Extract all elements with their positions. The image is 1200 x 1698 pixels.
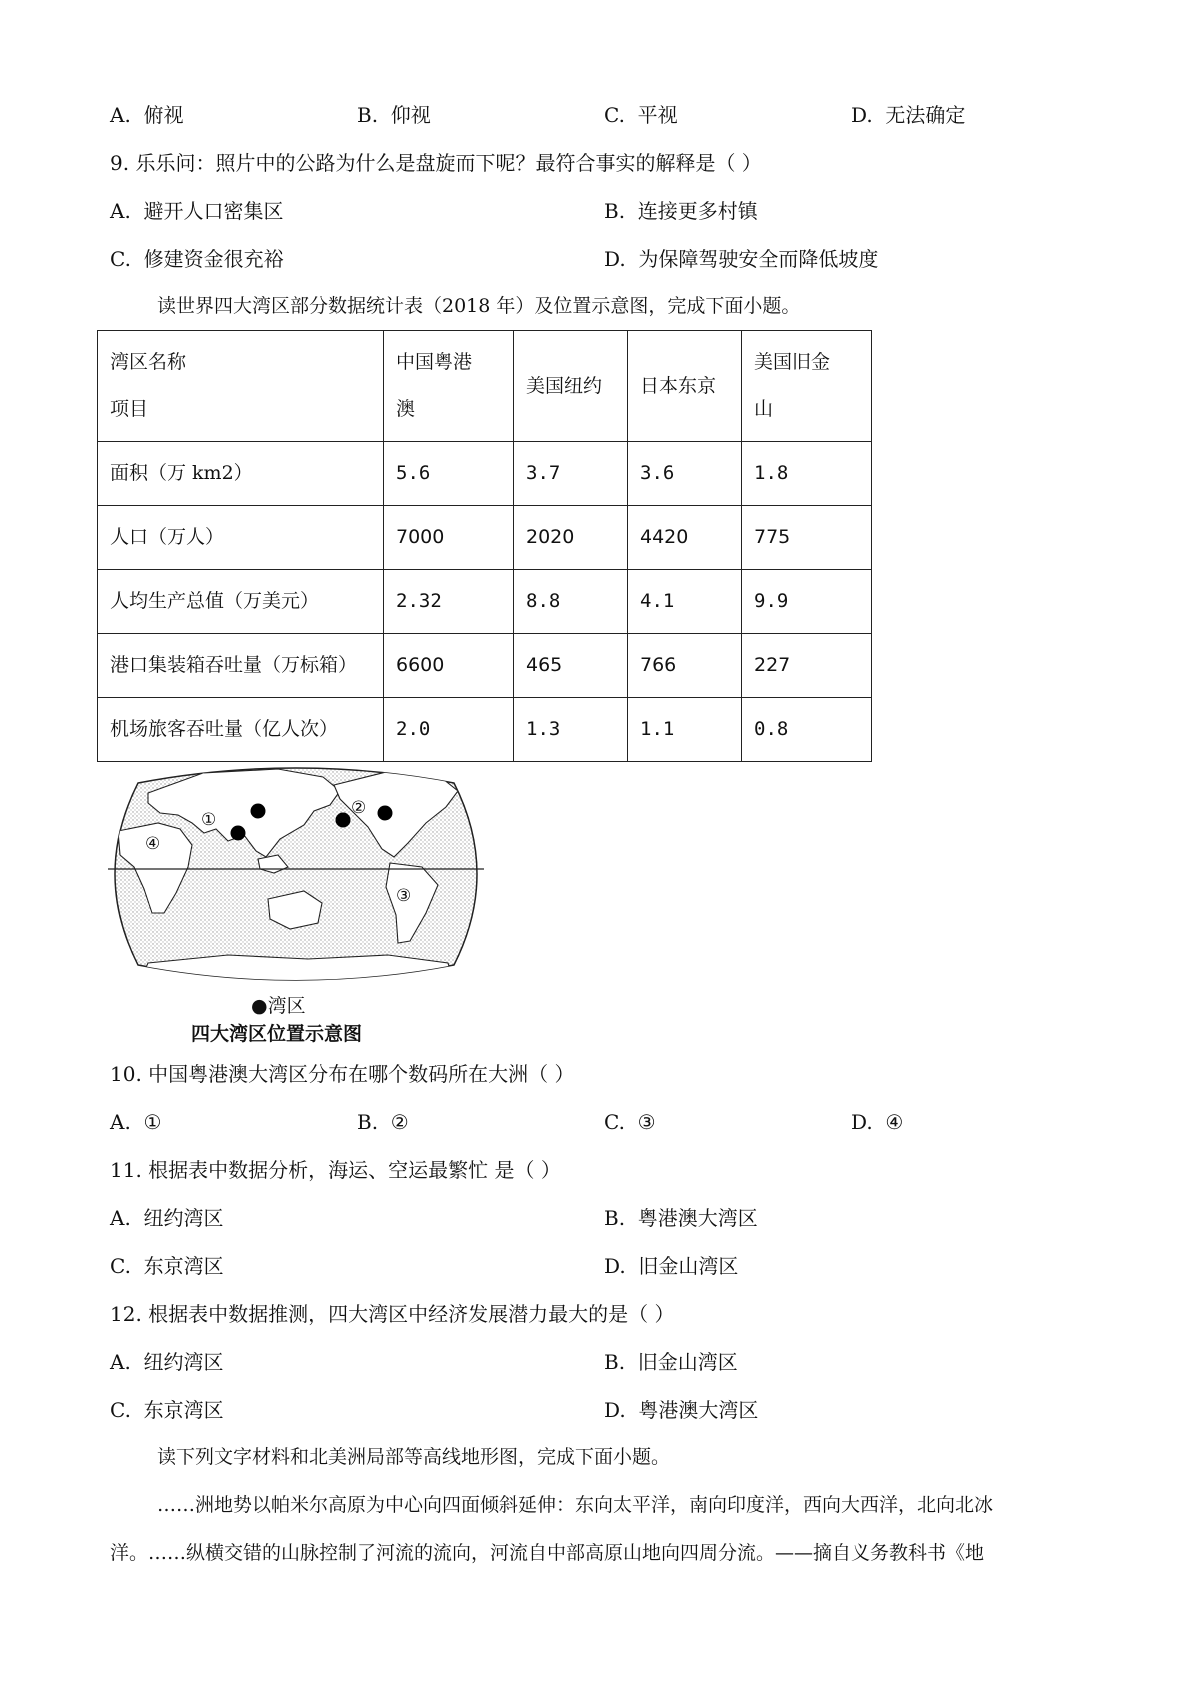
table-header-row <box>98 331 872 442</box>
q10-option-c: C. ③ <box>604 1110 656 1134</box>
table-cell: 775 <box>742 506 872 570</box>
map-label-3: ③ <box>396 886 412 906</box>
table-cell: 1.1 <box>628 698 742 762</box>
table-cell: 1.8 <box>742 442 872 506</box>
q11-option-b: B. 粤港澳大湾区 <box>604 1206 758 1230</box>
q12-option-a: A. 纽约湾区 <box>110 1350 224 1374</box>
row-label: 港口集装箱吞吐量（万标箱） <box>98 634 384 698</box>
q12-stem: 12. 根据表中数据推测，四大湾区中经济发展潜力最大的是（ ） <box>110 1302 675 1326</box>
passage-line-1: ……洲地势以帕米尔高原为中心向四面倾斜延伸：东向太平洋，南向印度洋，西向大西洋，北向北冰 <box>157 1494 994 1516</box>
table-cell: 8.8 <box>514 570 628 634</box>
table-cell: 5.6 <box>384 442 514 506</box>
q8-option-d: D. 无法确定 <box>851 103 966 127</box>
q8-option-b: B. 仰视 <box>357 103 431 127</box>
map-legend: ●湾区 <box>251 995 306 1017</box>
table-cell: 7000 <box>384 506 514 570</box>
table-corner-cell: 湾区名称 项目 <box>98 331 384 442</box>
table-row <box>98 442 872 506</box>
q12-option-b: B. 旧金山湾区 <box>604 1350 738 1374</box>
q11-option-a: A. 纽约湾区 <box>110 1206 224 1230</box>
q8-option-a: A. 俯视 <box>110 103 184 127</box>
map-label-1: ① <box>201 810 217 830</box>
table-row <box>98 634 872 698</box>
table-cell: 6600 <box>384 634 514 698</box>
column-header: 日本东京 <box>628 331 742 442</box>
table-cell: 3.7 <box>514 442 628 506</box>
table-cell: 9.9 <box>742 570 872 634</box>
row-label: 面积（万 km2） <box>98 442 384 506</box>
table-row <box>98 506 872 570</box>
row-label: 人口（万人） <box>98 506 384 570</box>
table-cell: 1.3 <box>514 698 628 762</box>
north-america-intro: 读下列文字材料和北美洲局部等高线地形图，完成下面小题。 <box>157 1446 671 1468</box>
table-cell: 4420 <box>628 506 742 570</box>
q12-option-c: C. 东京湾区 <box>110 1398 224 1422</box>
table-cell: 766 <box>628 634 742 698</box>
q11-option-d: D. 旧金山湾区 <box>604 1254 739 1278</box>
bay-dot-tokyo <box>251 804 266 819</box>
table-cell: 2020 <box>514 506 628 570</box>
map-caption: 四大湾区位置示意图 <box>191 1023 363 1045</box>
q10-stem: 10. 中国粤港澳大湾区分布在哪个数码所在大洲（ ） <box>110 1062 575 1086</box>
bay-dot-new-york <box>378 806 393 821</box>
column-header: 美国旧金 山 <box>742 331 872 442</box>
table-cell: 0.8 <box>742 698 872 762</box>
q9-option-c: C. 修建资金很充裕 <box>110 247 284 271</box>
q10-option-b: B. ② <box>357 1110 409 1134</box>
table-row <box>98 698 872 762</box>
q9-option-b: B. 连接更多村镇 <box>604 199 758 223</box>
q12-option-d: D. 粤港澳大湾区 <box>604 1398 759 1422</box>
table-cell: 227 <box>742 634 872 698</box>
table-row <box>98 570 872 634</box>
column-header: 美国纽约 <box>514 331 628 442</box>
row-label: 人均生产总值（万美元） <box>98 570 384 634</box>
table-intro: 读世界四大湾区部分数据统计表（2018 年）及位置示意图，完成下面小题。 <box>157 295 801 317</box>
table-cell: 3.6 <box>628 442 742 506</box>
q8-option-c: C. 平视 <box>604 103 678 127</box>
table-cell: 4.1 <box>628 570 742 634</box>
passage-line-2: 洋。……纵横交错的山脉控制了河流的流向，河流自中部高原山地向四周分流。——摘自义务教科书《地 <box>110 1542 985 1564</box>
row-label: 机场旅客吞吐量（亿人次） <box>98 698 384 762</box>
q9-option-a: A. 避开人口密集区 <box>110 199 284 223</box>
q11-option-c: C. 东京湾区 <box>110 1254 224 1278</box>
bay-area-table <box>97 330 872 762</box>
map-label-2: ② <box>351 798 367 818</box>
table-cell: 2.0 <box>384 698 514 762</box>
q10-option-d: D. ④ <box>851 1110 904 1134</box>
world-map-figure <box>108 763 484 1053</box>
map-label-4: ④ <box>145 834 161 854</box>
table-cell: 2.32 <box>384 570 514 634</box>
q11-stem: 11. 根据表中数据分析，海运、空运最繁忙 是（ ） <box>110 1158 561 1182</box>
q9-stem: 9. 乐乐问：照片中的公路为什么是盘旋而下呢？最符合事实的解释是（ ） <box>110 151 762 175</box>
column-header: 中国粤港 澳 <box>384 331 514 442</box>
bay-dot-guangdong <box>231 826 246 841</box>
q10-option-a: A. ① <box>110 1110 162 1134</box>
bay-dot-san-francisco <box>336 813 351 828</box>
q9-option-d: D. 为保障驾驶安全而降低坡度 <box>604 247 879 271</box>
table-cell: 465 <box>514 634 628 698</box>
world-map <box>108 763 484 985</box>
